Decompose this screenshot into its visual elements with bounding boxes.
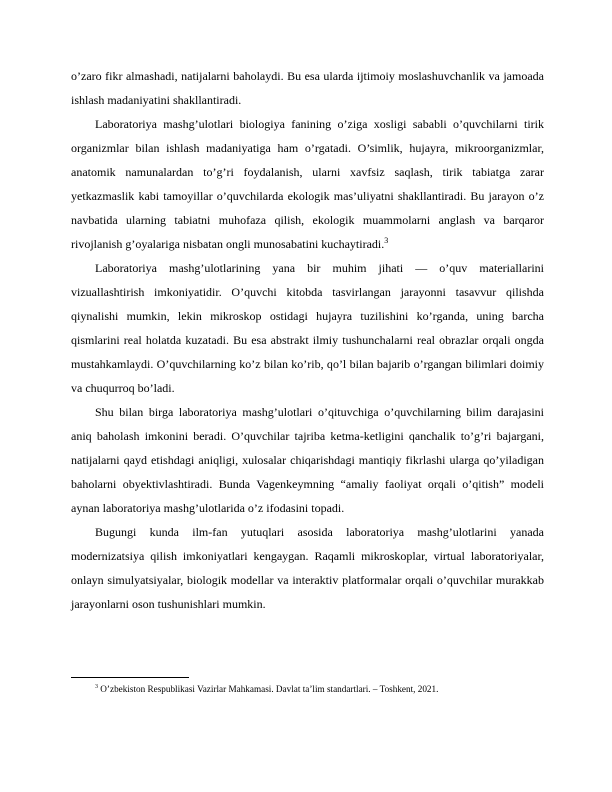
paragraph-2-text: Laboratoriya mashg’ulotlari biologiya fanining o’ziga xosligi sababli o’quvchilarni tirik organizmlar bilan ishlash madaniyatiga ham o’rgatadi. O’simlik, hujayra, mikroorganizmlar, anatomik namunalardan to’g’ri foydalanish, ularni xavfsiz saqlash, tirik tabiatga zarar yetkazmaslik kabi tamoyillar o’quvchilarda ekologik mas’uliyatni shakllantiradi. Bu jarayon o’z navbatida ularning tabiatni muhofaza qilish, ekologik muammolarni anglash va barqaror rivojlanish g’oyalariga nisbatan ongli munosabatini kuchaytiradi. xyxy=(71,117,544,251)
footnote-separator xyxy=(71,677,189,678)
paragraph-1-text: o’zaro fikr almashadi, natijalarni baholaydi. Bu esa ularda ijtimoiy moslashuvchanlik va jamoada ishlash madaniyatini shakllantiradi. xyxy=(71,69,544,107)
paragraph-4-text: Shu bilan birga laboratoriya mashg’ulotlari o’qituvchiga o’quvchilarning bilim darajasini aniq baholash imkonini beradi. O’quvchilar tajriba ketma-ketligini qanchalik to’g’ri bajargani, natijalarni qayd etishdagi aniqligi, xulosalar chiqarishdagi mantiqiy fikrlashi ularga qo’yiladigan baholarni obyektivlashtiradi. Bunda Vagenkeymning “amaliy faoliyat orqali o’qitish” modeli aynan laboratoriya mashg’ulotlarida o’z ifodasini topadi. xyxy=(71,405,544,515)
paragraph-3 xyxy=(71,256,544,400)
footnote-text: O’zbekiston Respublikasi Vazirlar Mahkamasi. Davlat ta’lim standartlari. – Toshkent, 2021. xyxy=(100,684,439,694)
footnote-number: 3 xyxy=(95,683,98,690)
footnote xyxy=(95,683,544,695)
paragraph-5 xyxy=(71,520,544,616)
paragraph-4 xyxy=(71,400,544,520)
paragraph-3-text: Laboratoriya mashg’ulotlarining yana bir muhim jihati — o’quv materiallarini vizuallashtirish imkoniyatidir. O’quvchi kitobda tasvirlangan jarayonni tasavvur qilishda qiynalishi mumkin, lekin mikroskop ostidagi hujayra tuzilishini ko’rganda, uning barcha qismlarini real holatda kuzatadi. Bu esa abstrakt ilmiy tushunchalarni real obrazlar orqali ongda mustahkamlaydi. O’quvchilarning ko’z bilan ko’rib, qo’l bilan bajarib o’rgangan bilimlari doimiy va chuqurroq bo’ladi. xyxy=(71,261,544,395)
page-body xyxy=(71,64,544,616)
paragraph-5-text: Bugungi kunda ilm-fan yutuqlari asosida laboratoriya mashg’ulotlarini yanada modernizatsiya qilish imkoniyatlari kengaygan. Raqamli mikroskoplar, virtual laboratoriyalar, onlayn simulyatsiyalar, biologik modellar va interaktiv platformalar orqali o’quvchilar murakkab jarayonlarni oson tushunishlari mumkin. xyxy=(71,525,544,611)
footnote-reference[interactable]: 3 xyxy=(384,236,389,245)
paragraph-2 xyxy=(71,112,544,256)
paragraph-1 xyxy=(71,64,544,112)
